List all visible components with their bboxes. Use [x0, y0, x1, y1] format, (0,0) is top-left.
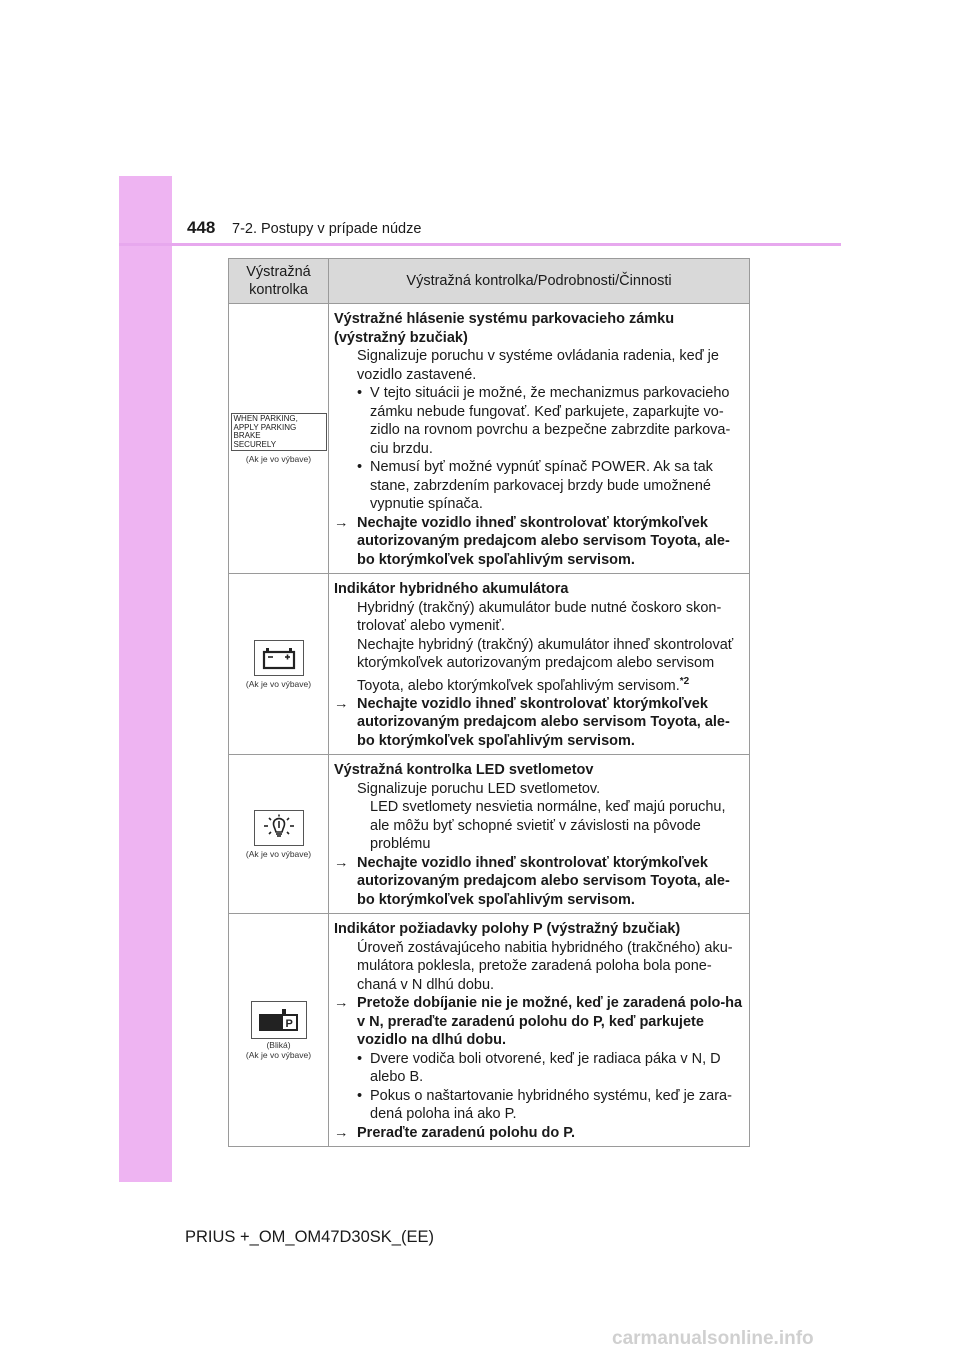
arrow-icon: → [334, 1124, 349, 1141]
bullet-mark: • [357, 1087, 363, 1104]
item-description: Hybridný (trakčný) akumulátor bude nutné čoskoro skon-trolovať alebo vymeniť. [357, 599, 722, 634]
item-title: Indikátor požiadavky polohy P (výstražný bzučiak) [334, 921, 681, 938]
item-description-2 [334, 636, 744, 695]
warning-table [228, 258, 750, 1147]
sidebar-tab [119, 176, 172, 1182]
bullet-text: Nemusí byť možné vypnúť spínač POWER. Ak sa tak stane, zabrzdením parkovacej brzdy bude umožnené vypnutie spínača. [370, 459, 713, 512]
action-text: Pretože dobíjanie nie je možné, keď je zaradená polo-ha v N, preraďte zaradenú polohu do P, keď parkujete vozidlo na dlhú dobu. [357, 995, 743, 1049]
table-row [229, 304, 750, 574]
p-position-icon [251, 1001, 307, 1039]
item-title: Indikátor hybridného akumulátora [334, 581, 569, 597]
col-header-lamp: Výstražná kontrolka [229, 259, 329, 304]
item-description: Úroveň zostávajúceho nabitia hybridného (trakčného) aku-mulátora poklesla, pretože zaradená poloha bola pone-chaná v N dlhú dobu. [357, 939, 733, 993]
lamp-cell [229, 755, 329, 914]
item-description-text: Nechajte hybridný (trakčný) akumulátor ihneď skontrolovať ktorýmkoľvek autorizovaným predajcom alebo servisom Toyota, alebo ktorýmkoľvek spoľahlivým servisom. [357, 636, 734, 694]
arrow-icon: → [334, 514, 349, 531]
flash-note: (Bliká) [266, 1039, 291, 1050]
availability-note: (Ak je vo výbave) [245, 454, 312, 464]
table-row [229, 574, 750, 755]
led-headlight-icon [254, 810, 304, 846]
lamp-cell [229, 914, 329, 1147]
bullet-item [334, 384, 744, 458]
bullet-text: V tejto situácii je možné, že mechanizmus parkovacieho zámku nebude fungovať. Keď parkujete, zaparkujte vo-zidlo na rovnom povrchu a bezpečne zabrzdite parkova-ciu brzdu. [370, 385, 731, 457]
watermark: carmanualsonline.info [612, 1328, 814, 1349]
action-line [334, 994, 744, 1050]
parking-message-lamp: WHEN PARKING, APPLY PARKING BRAKE SECURELY [231, 413, 327, 451]
item-description-2: LED svetlomety nesvietia normálne, keď majú poruchu, ale môžu byť schopné svietiť v závislosti na pôvode problému [370, 799, 726, 853]
details-cell [329, 914, 750, 1147]
details-cell [329, 755, 750, 914]
bullet-mark: • [357, 385, 363, 401]
bullet-mark: • [357, 1050, 363, 1067]
action-text: Preraďte zaradenú polohu do P. [357, 1124, 576, 1141]
page-number: 448 [187, 218, 216, 237]
table-row [229, 755, 750, 914]
action-text: Nechajte vozidlo ihneď skontrolovať ktorýmkoľvek autorizovaným predajcom alebo servisom Toyota, ale-bo ktorýmkoľvek spoľahlivým servisom. [357, 514, 730, 568]
bullet-item [334, 1050, 744, 1087]
bullet-mark: • [357, 459, 363, 475]
arrow-icon: → [334, 995, 349, 1012]
lamp-cell [229, 304, 329, 574]
header-rule [119, 243, 841, 246]
action-line [334, 1124, 744, 1143]
table-header-row [229, 259, 750, 304]
availability-note: (Ak je vo výbave) [245, 1049, 312, 1060]
bullet-text: Pokus o naštartovanie hybridného systému, keď je zara-dená poloha iná ako P. [370, 1087, 732, 1123]
lamp-cell [229, 574, 329, 755]
details-cell [329, 304, 750, 574]
col-header-details: Výstražná kontrolka/Podrobnosti/Činnosti [329, 259, 750, 304]
action-line [334, 514, 744, 570]
bullet-text: Dvere vodiča boli otvorené, keď je radiaca páka v N, D alebo B. [370, 1050, 721, 1086]
footnote-ref: *2 [679, 675, 690, 687]
battery-icon [254, 640, 304, 676]
action-line [334, 695, 744, 751]
availability-note: (Ak je vo výbave) [245, 848, 312, 859]
section-title: 7-2. Postupy v prípade núdze [232, 221, 422, 237]
item-title: Výstražná kontrolka LED svetlometov [334, 762, 594, 779]
table-row [229, 914, 750, 1147]
arrow-icon: → [334, 695, 349, 712]
details-cell [329, 574, 750, 755]
bullet-item [334, 458, 744, 514]
bullet-item [334, 1087, 744, 1124]
action-text: Nechajte vozidlo ihneď skontrolovať ktorýmkoľvek autorizovaným predajcom alebo servisom Toyota, ale-bo ktorýmkoľvek spoľahlivým servisom. [357, 695, 730, 749]
availability-note: (Ak je vo výbave) [245, 678, 312, 689]
svg-text:P: P [285, 1017, 293, 1030]
arrow-icon: → [334, 854, 349, 871]
document-id: PRIUS +_OM_OM47D30SK_(EE) [185, 1228, 434, 1246]
action-text: Nechajte vozidlo ihneď skontrolovať ktorýmkoľvek autorizovaným predajcom alebo servisom Toyota, ale-bo ktorýmkoľvek spoľahlivým servisom. [357, 854, 730, 908]
item-title: Výstražné hlásenie systému parkovacieho zámku (výstražný bzučiak) [334, 311, 675, 346]
item-description: Signalizuje poruchu v systéme ovládania radenia, keď je vozidlo zastavené. [357, 348, 719, 383]
action-line [334, 854, 744, 910]
item-description: Signalizuje poruchu LED svetlometov. [357, 780, 601, 797]
